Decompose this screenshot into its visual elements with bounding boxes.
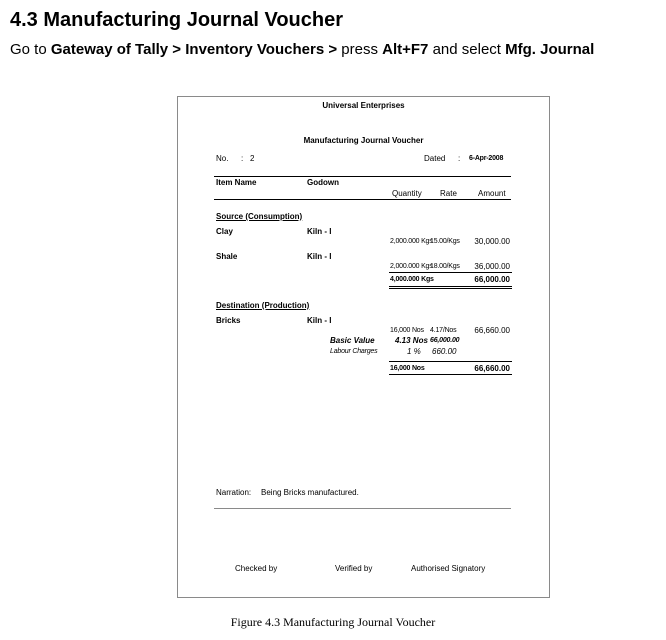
column-quantity: Quantity	[392, 189, 422, 198]
source-item-rate: 15.00/Kgs	[430, 238, 460, 245]
instruction-text	[10, 41, 594, 58]
signature-checked-by: Checked by	[235, 564, 278, 573]
destination-item-rate: 4.17/Nos	[430, 327, 457, 334]
dated-label: Dated	[424, 154, 446, 163]
destination-total-quantity: 16,000 Nos	[390, 365, 425, 372]
instruction-path-gateway: Gateway of Tally	[50, 41, 169, 58]
signature-verified-by: Verified by	[335, 564, 373, 573]
column-amount: Amount	[478, 189, 506, 198]
source-total-bottom-rule	[389, 286, 512, 287]
destination-item-name: Bricks	[216, 316, 241, 325]
narration-text: Being Bricks manufactured.	[261, 488, 359, 497]
voucher-no-label: No.	[216, 154, 229, 163]
destination-heading: Destination (Production)	[216, 301, 310, 310]
source-item-name: Shale	[216, 252, 238, 261]
source-item-quantity: 2,000.000 Kgs	[390, 263, 433, 270]
destination-item-amount: 66,660.00	[474, 326, 510, 335]
dated-separator: :	[458, 154, 461, 163]
destination-total-bottom-rule	[389, 374, 512, 375]
voucher-no-separator: :	[241, 154, 244, 163]
source-item-name: Clay	[216, 227, 233, 236]
source-item-quantity: 2,000.000 Kgs	[390, 238, 433, 245]
source-total-amount: 66,000.00	[474, 275, 510, 284]
dated-value: 6-Apr-2008	[469, 155, 504, 162]
column-rate: Rate	[440, 189, 457, 198]
voucher-no-value: 2	[250, 154, 255, 163]
instruction-path-inventory-vouchers: Inventory Vouchers	[185, 41, 325, 58]
instruction-separator-1: >	[168, 41, 186, 58]
destination-total-amount: 66,660.00	[474, 364, 510, 373]
basic-value-label: Basic Value	[330, 336, 375, 345]
column-godown: Godown	[307, 178, 339, 187]
instruction-separator-2: >	[324, 41, 342, 58]
page-heading: 4.3 Manufacturing Journal Voucher	[10, 9, 344, 31]
instruction-press: press	[341, 41, 383, 58]
labour-charges-label: Labour Charges	[330, 348, 378, 355]
company-name: Universal Enterprises	[322, 101, 405, 110]
source-heading: Source (Consumption)	[216, 212, 303, 221]
narration-label: Narration:	[216, 488, 252, 497]
instruction-key: Alt+F7	[382, 41, 429, 58]
narration-rule	[214, 508, 511, 509]
source-item-godown: Kiln - I	[307, 227, 332, 236]
header-top-rule	[214, 176, 511, 177]
voucher-title: Manufacturing Journal Voucher	[303, 136, 424, 145]
basic-value-amount: 66,000.00	[430, 337, 460, 344]
instruction-target: Mfg. Journal	[505, 41, 595, 58]
labour-charges-amount: 660.00	[432, 347, 457, 356]
destination-item-godown: Kiln - I	[307, 316, 332, 325]
column-item-name: Item Name	[216, 178, 257, 187]
labour-charges-percent: 1 %	[407, 347, 421, 356]
instruction-prefix: Go to	[10, 41, 51, 58]
source-item-amount: 30,000.00	[474, 237, 510, 246]
signature-authorised-signatory: Authorised Signatory	[411, 564, 486, 573]
basic-value-rate: 4.13 Nos	[395, 336, 428, 345]
destination-total-top-rule	[389, 361, 512, 362]
source-total-quantity: 4,000.000 Kgs	[390, 276, 434, 283]
voucher-printout	[177, 96, 550, 598]
figure-caption: Figure 4.3 Manufacturing Journal Voucher	[230, 615, 436, 629]
source-item-amount: 36,000.00	[474, 262, 510, 271]
source-total-bottom-rule	[389, 288, 512, 289]
source-item-godown: Kiln - I	[307, 252, 332, 261]
source-item-rate: 18.00/Kgs	[430, 263, 460, 270]
destination-item-quantity: 16,000 Nos	[390, 327, 424, 334]
instruction-select: and select	[428, 41, 506, 58]
header-bottom-rule	[214, 199, 511, 200]
source-total-top-rule	[389, 272, 512, 273]
